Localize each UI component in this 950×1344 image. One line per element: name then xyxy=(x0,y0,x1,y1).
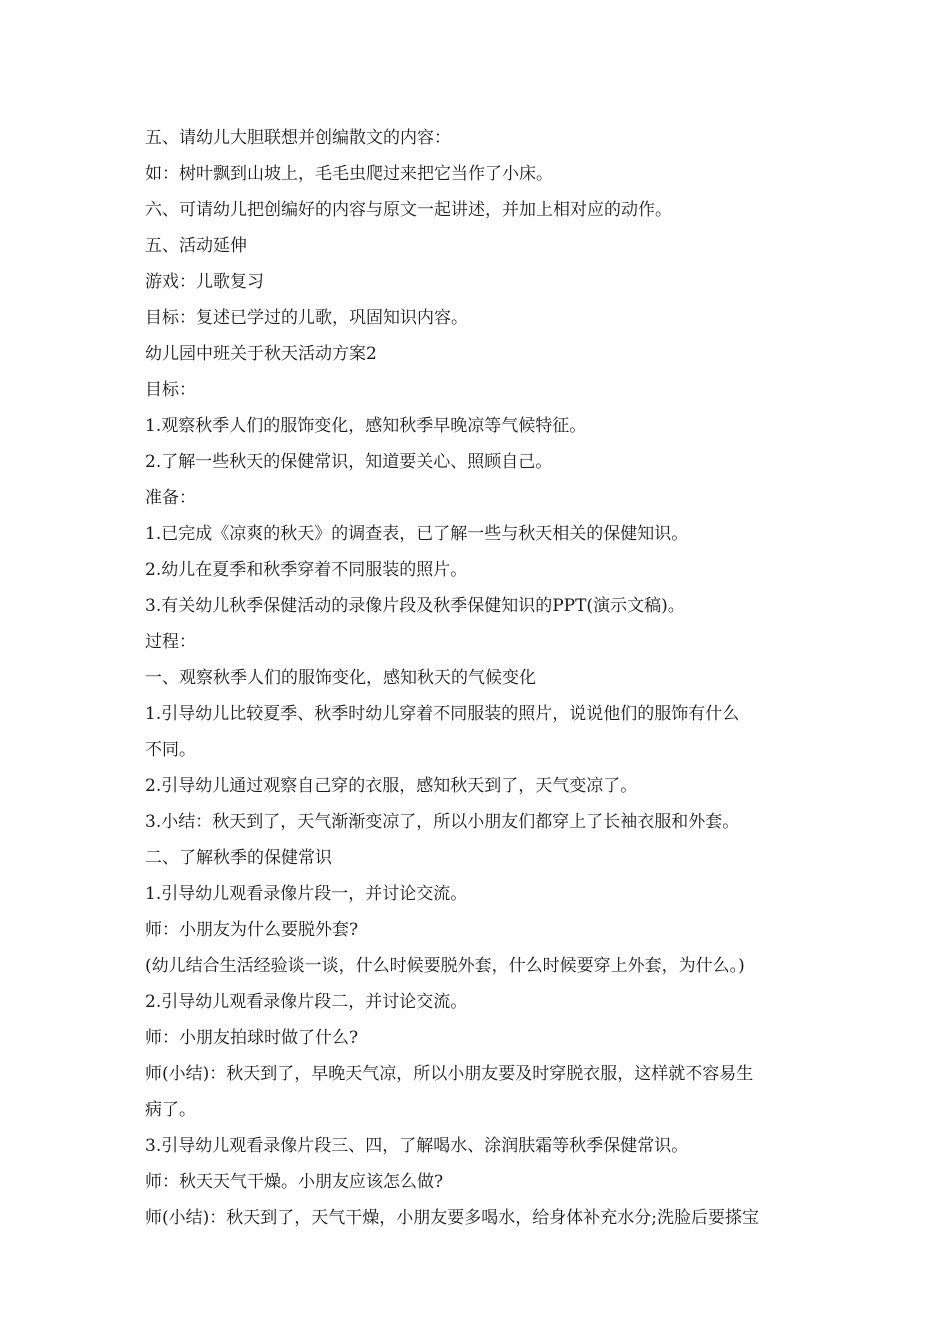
text-line: 师(小结)：秋天到了，早晚天气凉，所以小朋友要及时穿脱衣服，这样就不容易生 xyxy=(145,1064,754,1084)
document-body xyxy=(145,120,810,1236)
section-heading: 五、活动延伸 xyxy=(145,236,247,256)
text-line: 师：小朋友为什么要脱外套? xyxy=(145,920,359,940)
text-line: 病了。 xyxy=(145,1100,196,1120)
text-line: 1.观察秋季人们的服饰变化，感知秋季早晚凉等气候特征。 xyxy=(145,416,587,436)
text-line: 3.有关幼儿秋季保健活动的录像片段及秋季保健知识的PPT(演示文稿)。 xyxy=(145,596,685,616)
text-line: 1.已完成《凉爽的秋天》的调查表，已了解一些与秋天相关的保健知识。 xyxy=(145,524,689,544)
document-title: 幼儿园中班关于秋天活动方案2 xyxy=(145,344,377,364)
text-line: 2.幼儿在夏季和秋季穿着不同服装的照片。 xyxy=(145,560,468,580)
text-line: 1.引导幼儿观看录像片段一，并讨论交流。 xyxy=(145,884,468,904)
section-heading: 准备： xyxy=(145,488,196,508)
text-line: 3.小结：秋天到了，天气渐渐变凉了，所以小朋友们都穿上了长袖衣服和外套。 xyxy=(145,812,740,832)
text-line: 游戏：儿歌复习 xyxy=(145,272,264,292)
text-line: 六、可请幼儿把创编好的内容与原文一起讲述，并加上相对应的动作。 xyxy=(145,200,672,220)
text-line: 师：秋天天气干燥。小朋友应该怎么做? xyxy=(145,1172,444,1192)
text-line: 3.引导幼儿观看录像片段三、四，了解喝水、涂润肤霜等秋季保健常识。 xyxy=(145,1136,689,1156)
section-heading: 二、了解秋季的保健常识 xyxy=(145,848,332,868)
text-line: 1.引导幼儿比较夏季、秋季时幼儿穿着不同服装的照片，说说他们的服饰有什么 xyxy=(145,704,740,724)
text-line: 如：树叶飘到山坡上，毛毛虫爬过来把它当作了小床。 xyxy=(145,164,553,184)
text-line: 五、请幼儿大胆联想并创编散文的内容： xyxy=(145,128,451,148)
section-heading: 一、观察秋季人们的服饰变化，感知秋天的气候变化 xyxy=(145,668,536,688)
text-line: (幼儿结合生活经验谈一谈，什么时候要脱外套，什么时候要穿上外套，为什么。) xyxy=(145,956,745,976)
text-line: 师(小结)：秋天到了，天气干燥，小朋友要多喝水，给身体补充水分;洗脸后要搽宝 xyxy=(145,1208,759,1228)
text-line: 师：小朋友拍球时做了什么? xyxy=(145,1028,359,1048)
text-line: 目标：复述已学过的儿歌，巩固知识内容。 xyxy=(145,308,468,328)
text-line: 2.引导幼儿观看录像片段二，并讨论交流。 xyxy=(145,992,468,1012)
text-line: 不同。 xyxy=(145,740,196,760)
text-line: 2.引导幼儿通过观察自己穿的衣服，感知秋天到了，天气变凉了。 xyxy=(145,776,638,796)
section-heading: 过程： xyxy=(145,632,196,652)
text-line: 2.了解一些秋天的保健常识，知道要关心、照顾自己。 xyxy=(145,452,553,472)
section-heading: 目标： xyxy=(145,380,196,400)
